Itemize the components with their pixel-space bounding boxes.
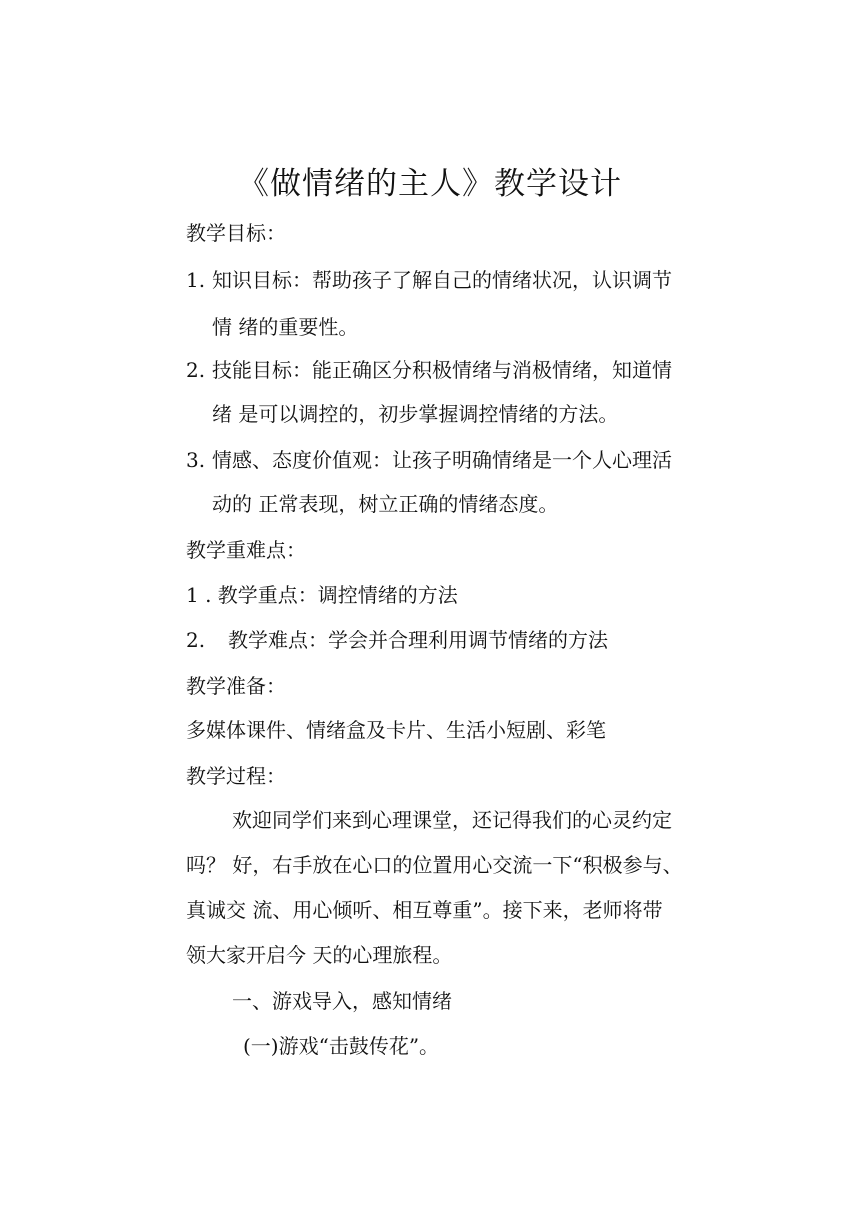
process-paragraph-line-3: 真诚交 流、用心倾听、相互尊重”。接下来，老师将带 bbox=[186, 898, 663, 922]
objective-3-line1: 情感、态度价值观：让孩子明确情绪是一个人心理活 bbox=[212, 448, 672, 472]
section-heading-1: 一、游戏导入，感知情绪 bbox=[232, 989, 452, 1013]
process-paragraph-line-2: 吗？ 好，右手放在心口的位置用心交流一下“积极参与、 bbox=[186, 853, 683, 877]
subsection-heading-1: (一)游戏“击鼓传花”。 bbox=[243, 1034, 440, 1058]
key-point-2 bbox=[186, 626, 608, 654]
objective-1-number: 1. bbox=[186, 268, 206, 292]
objective-2-line1: 技能目标：能正确区分积极情绪与消极情绪，知道情 bbox=[212, 358, 672, 382]
key-point-1: 1 . 教学重点：调控情绪的方法 bbox=[186, 583, 458, 607]
preparation-heading: 教学准备： bbox=[186, 674, 286, 698]
objective-3-line2: 动的 正常表现，树立正确的情绪态度。 bbox=[212, 492, 559, 516]
objective-item-2 bbox=[186, 356, 672, 384]
objective-2-number: 2. bbox=[186, 358, 206, 382]
objective-1-line2: 情 绪的重要性。 bbox=[212, 315, 359, 339]
preparation-text: 多媒体课件、情绪盒及卡片、生活小短剧、彩笔 bbox=[186, 718, 606, 742]
key-point-2-text: 教学难点：学会并合理利用调节情绪的方法 bbox=[228, 628, 608, 652]
objective-1-line1: 知识目标：帮助孩子了解自己的情绪状况，认识调节 bbox=[212, 268, 672, 292]
key-point-2-number: 2. bbox=[186, 628, 206, 652]
process-heading: 教学过程： bbox=[186, 764, 286, 788]
objectives-heading: 教学目标： bbox=[186, 221, 286, 245]
objective-3-number: 3. bbox=[186, 448, 206, 472]
key-points-heading: 教学重难点： bbox=[186, 538, 306, 562]
process-paragraph-line-1: 欢迎同学们来到心理课堂，还记得我们的心灵约定 bbox=[232, 808, 672, 832]
objective-item-1 bbox=[186, 266, 672, 294]
objective-2-line2: 绪 是可以调控的，初步掌握调控情绪的方法。 bbox=[212, 402, 619, 426]
document-title: 《做情绪的主人》教学设计 bbox=[238, 166, 622, 202]
process-paragraph-line-4: 领大家开启今 天的心理旅程。 bbox=[186, 943, 453, 967]
objective-item-3 bbox=[186, 446, 672, 474]
